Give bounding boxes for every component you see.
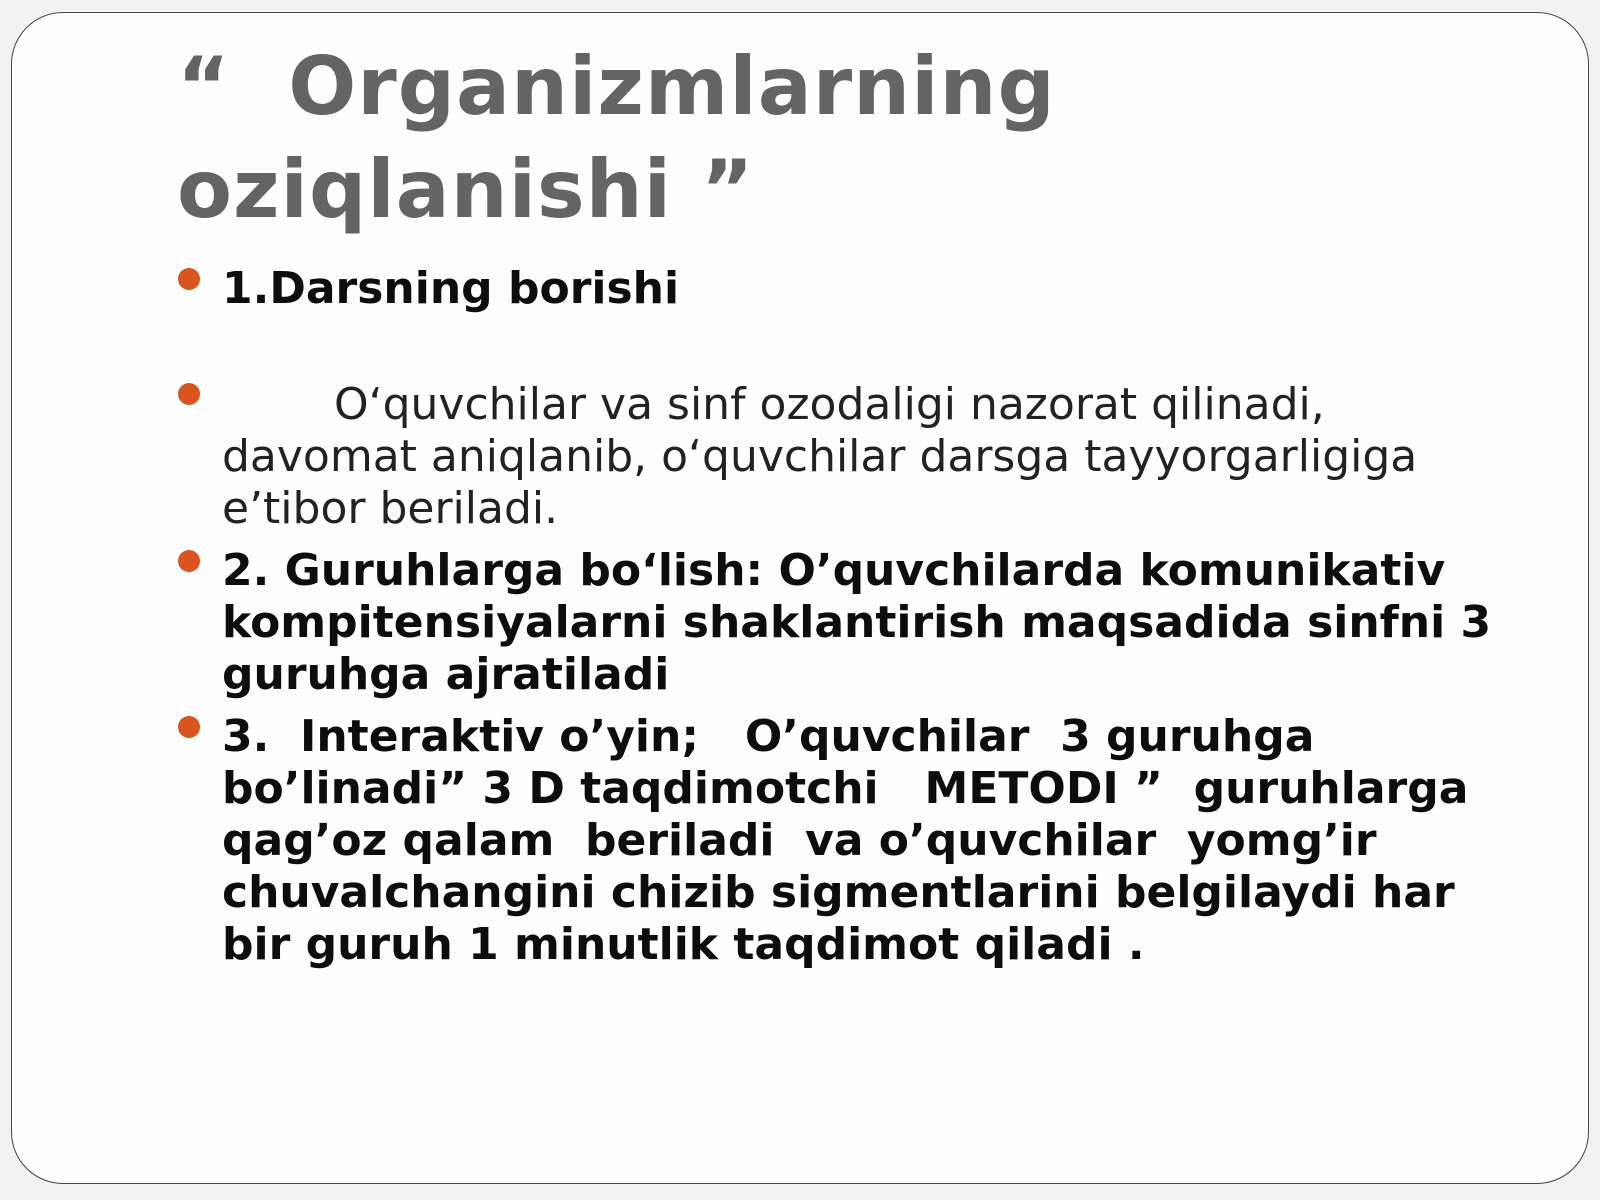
slide: [11, 12, 1589, 1184]
bullet-text: 3. Interaktiv o’yin; O’quvchilar 3 guruhga bo’linadi” 3 D taqdimotchi METODI ” guruhlarga qag’oz qalam beriladi va o’quvchilar yomg’ir chuvalchangini chizib sigmentlarini belgilaydi har bir guruh 1 minutlik taqdimot qiladi .: [222, 711, 1484, 970]
bullet-dot-icon: [178, 716, 200, 738]
bullet-dot-icon: [178, 550, 200, 572]
bullet-text: O‘quvchilar va sinf ozodaligi nazorat qilinadi, davomat aniqlanib, o‘quvchilar darsga tayyorgarligiga e’tibor beriladi.: [222, 379, 1432, 534]
bullet-text: 1.Darsning borishi: [222, 263, 680, 314]
bullet-dot-icon: [178, 383, 200, 405]
title-line-2: oziqlanishi ”: [177, 143, 755, 236]
title-line-1: “ Organizmlarning: [177, 40, 1056, 133]
bullet-list: [12, 13, 1588, 1183]
bullet-dot-icon: [178, 268, 200, 290]
bullet-text: 2. Guruhlarga bo‘lish: O’quvchilarda komunikativ kompitensiyalarni shaklantirish maqsadida sinfni 3 guruhga ajratiladi: [222, 545, 1507, 700]
